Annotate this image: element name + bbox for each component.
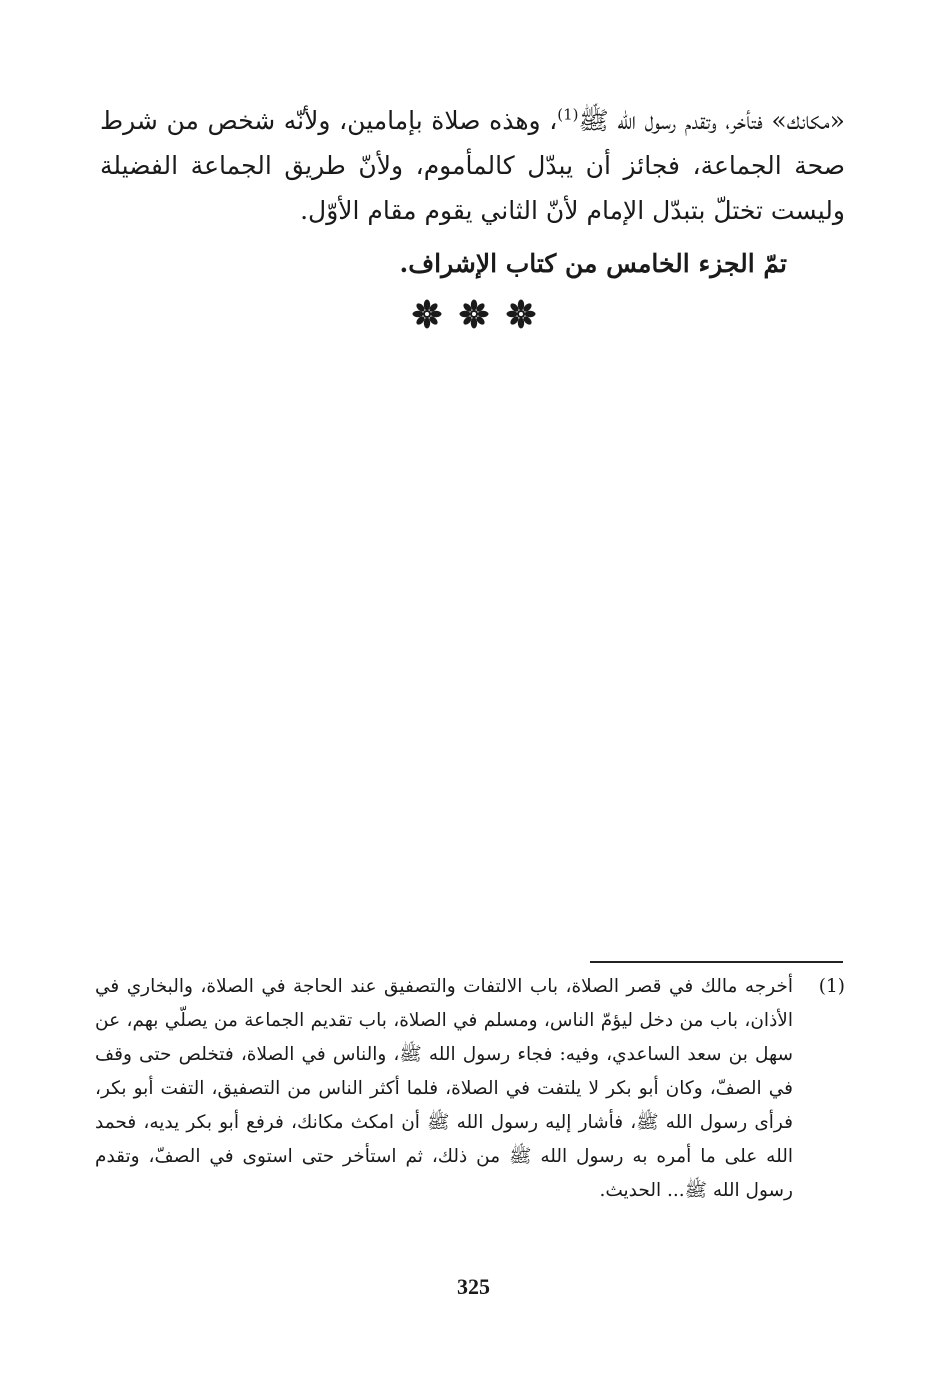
footnote-separator	[590, 961, 843, 963]
flower-ornament-icon	[459, 299, 489, 329]
main-paragraph-start: «مكانك» فتأخر، وتقدم رسول الله ﷺ	[578, 106, 845, 135]
flower-ornament-icon	[506, 299, 536, 329]
page-number: 325	[457, 1274, 490, 1299]
flower-ornament-icon	[412, 299, 442, 329]
main-paragraph-end: ، وهذه صلاة بإمامين، ولأنّه شخص من شرط صحة الجماعة، فجائز أن يبدّل كالمأموم، ولأنّ طريق الجماعة الفضيلة وليست تختلّ بتبدّل الإمام لأنّ الثاني يقوم مقام الأوّل.	[100, 106, 845, 225]
footnote-reference[interactable]: (1)	[557, 105, 579, 124]
volume-closing-line: تمّ الجزء الخامس من كتاب الإشراف.	[399, 249, 787, 278]
footnote-text: أخرجه مالك في قصر الصلاة، باب الالتفات والتصفيق عند الحاجة في الصلاة، والبخاري في الأذان، باب من دخل ليؤمّ الناس، ومسلم في الصلاة، باب تقديم الجماعة من يصلّي بهم، عن سهل بن سعد الساعدي، وفيه: فجاء رسول الله ﷺ، والناس في الصلاة، فتخلص حتى وقف في الصفّ، وكان أبو بكر لا يلتفت في الصلاة، فلما أكثر الناس من التصفيق، التفت أبو بكر، فرأى رسول الله ﷺ، فأشار إليه رسول الله ﷺ أن امكث مكانك، فرفع أبو بكر يديه، فحمد الله على ما أمره به رسول الله ﷺ من ذلك، ثم استأخر حتى استوى في الصفّ، وتقدم رسول الله ﷺ... الحديث.	[95, 976, 793, 1201]
footnote-number: (1)	[818, 976, 845, 997]
main-text-block	[100, 98, 845, 233]
footnote	[95, 970, 845, 1208]
main-paragraph	[100, 98, 845, 233]
section-divider-ornaments	[412, 296, 536, 332]
